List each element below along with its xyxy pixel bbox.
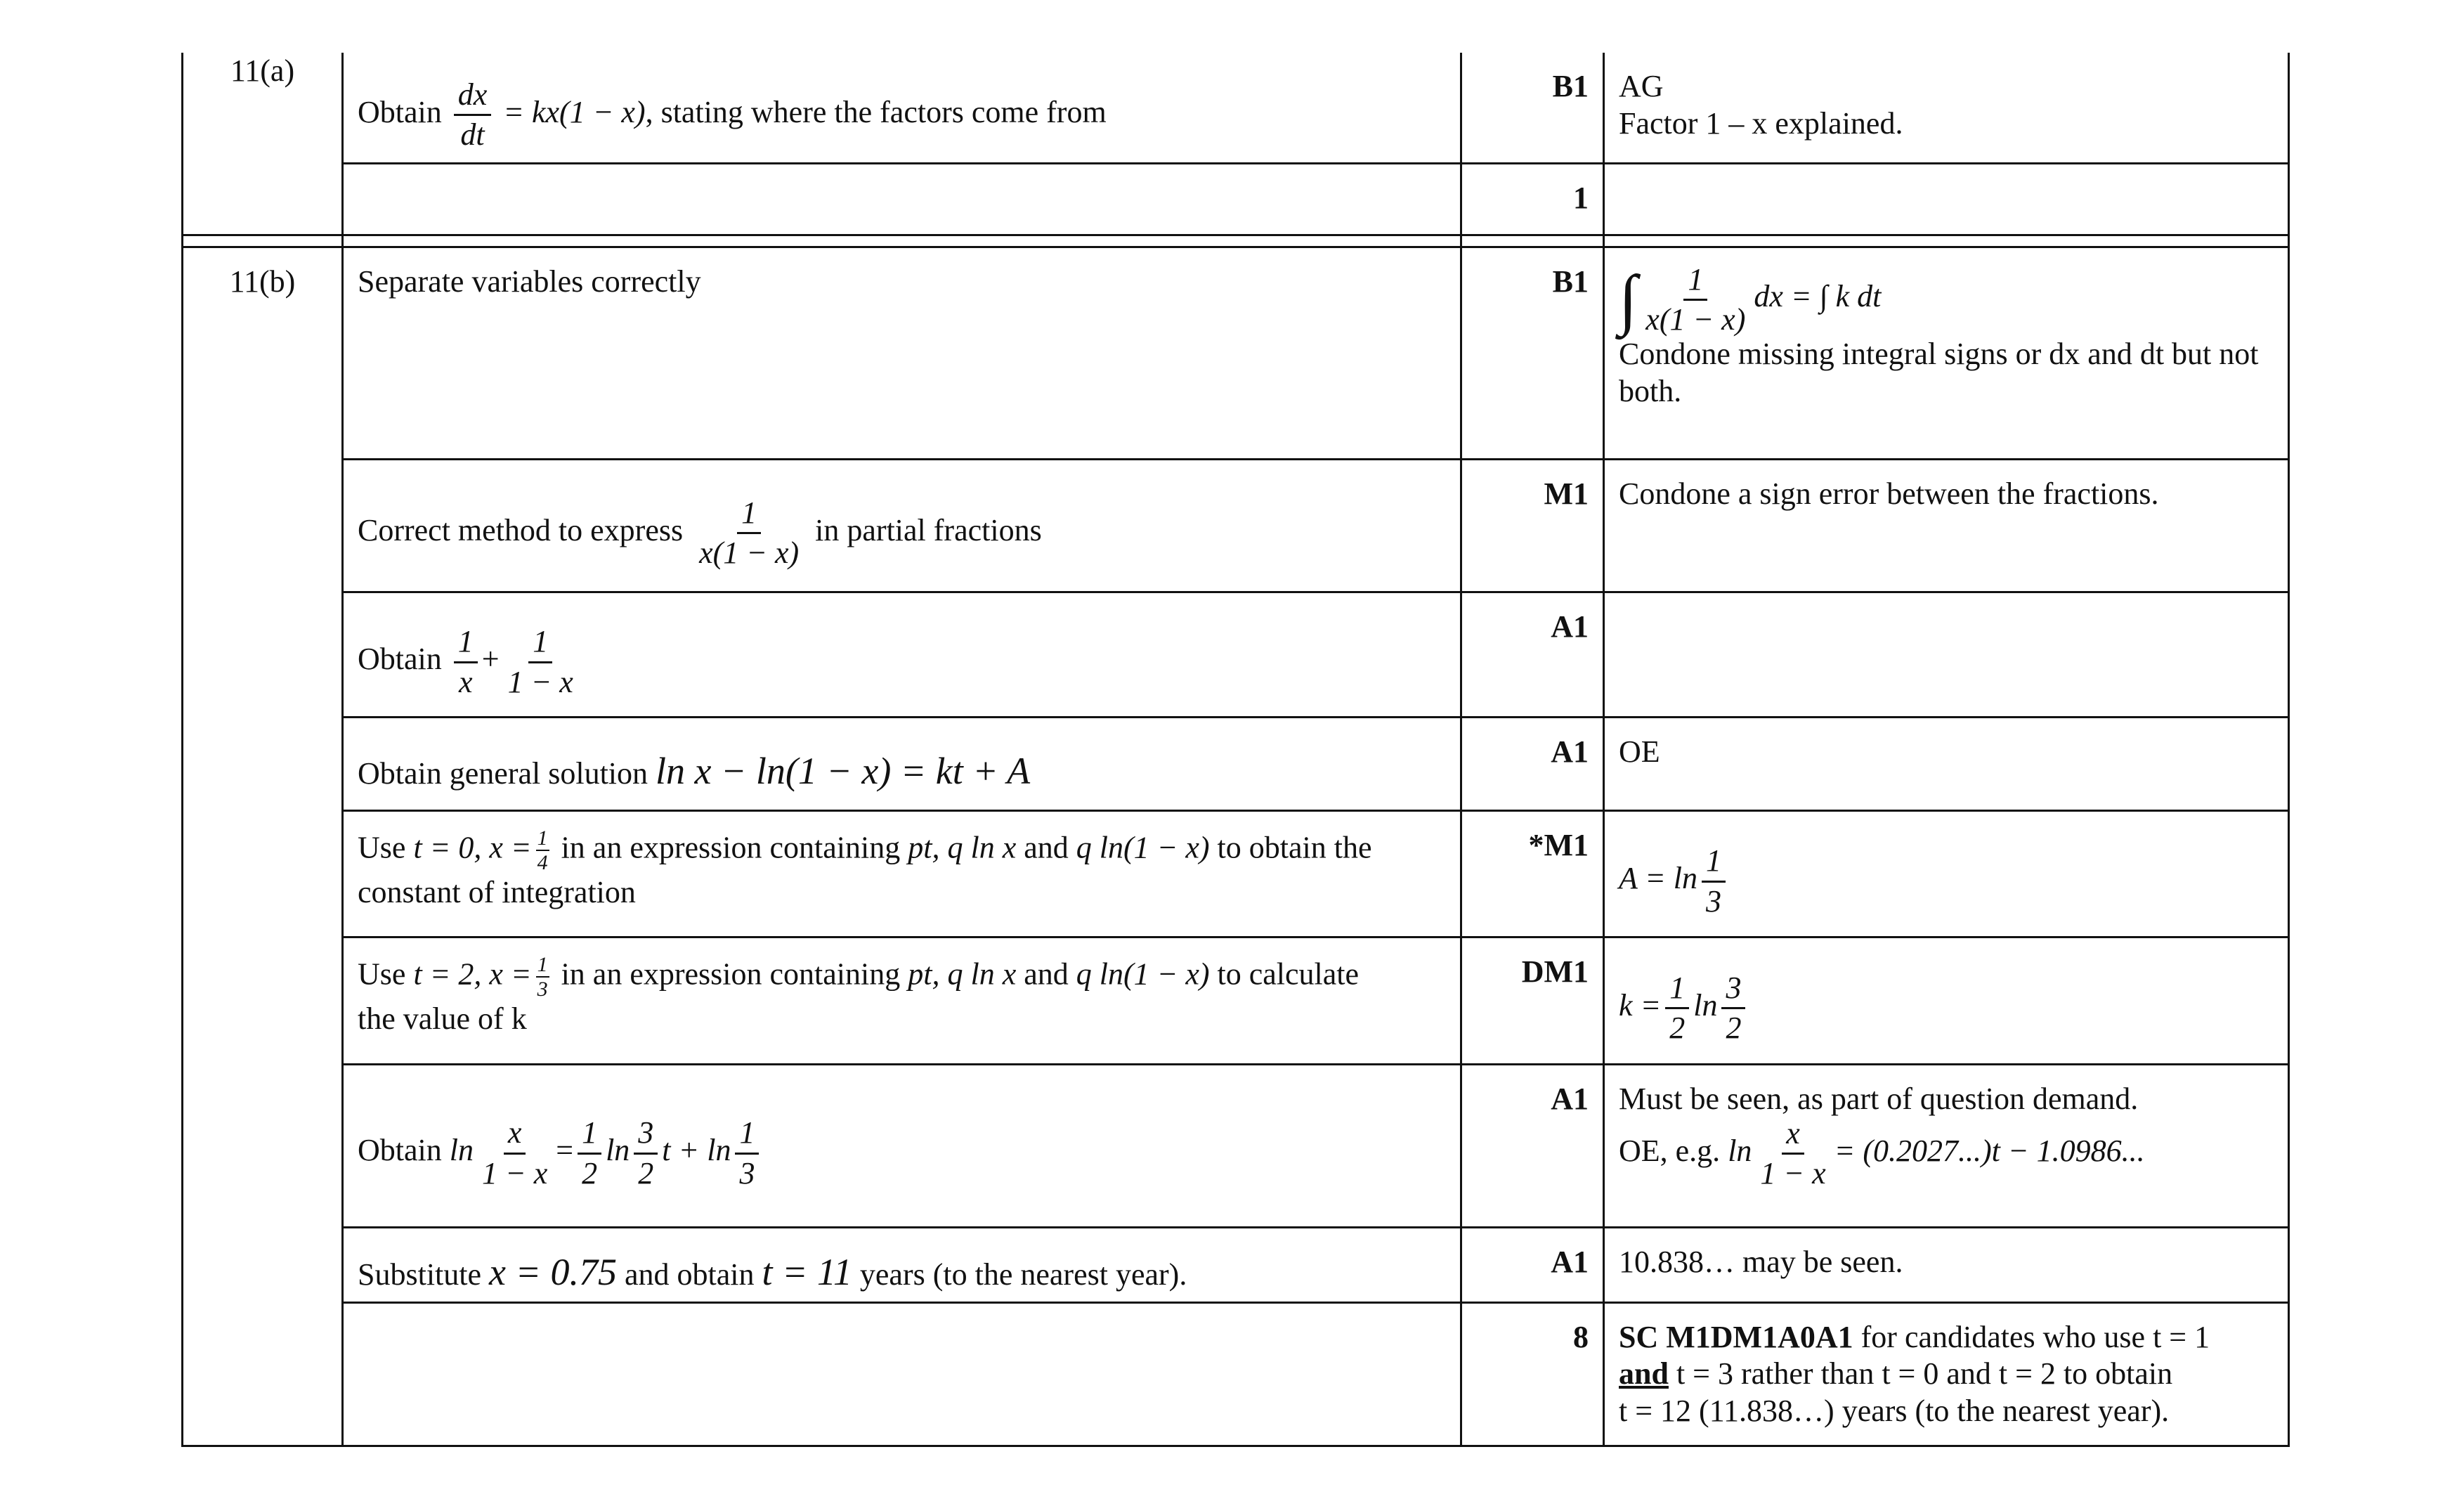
question-label: 11(b) (183, 247, 343, 1446)
mark-cell: B1 (1461, 247, 1604, 459)
table-row (183, 163, 2289, 235)
integral-expression: ∫ $\frac{1}{x(1 - x)}$ dx = ∫ k dt (1619, 261, 1882, 337)
answer-cell (343, 1302, 1461, 1446)
guidance-cell: Must be seen, as part of question demand. OE, e.g. ln $\frac{x}{1 - x}$ = (0.2027...)t − 1.0986... (1604, 1064, 2289, 1227)
mark-cell: M1 (1461, 459, 1604, 592)
guidance-cell: 10.838… may be seen. (1604, 1227, 2289, 1302)
answer-cell: Obtain ln $\frac{x}{1 - x}$ = $\frac{1}{2}$ ln $\frac{3}{2}$ t + ln $\frac{1}{3}$ (343, 1064, 1461, 1227)
mark-cell: *M1 (1461, 810, 1604, 937)
guidance-cell: k = $\frac{1}{2}$ ln $\frac{3}{2}$ (1604, 937, 2289, 1064)
answer-cell: Separate variables correctly (343, 247, 1461, 459)
guidance-cell: OE (1604, 717, 2289, 810)
answer-cell: Use t = 2, x = $\frac{1}{3}$ in an expression containing pt, q ln x and q ln(1 − x) to calculate the value of k (343, 937, 1461, 1064)
table-row (183, 717, 2289, 810)
answer-cell: Use t = 0, x = $\frac{1}{4}$ in an expression containing pt, q ln x and q ln(1 − x) to obtain the constant of integration (343, 810, 1461, 937)
answer-text: Obtain (358, 94, 442, 129)
table-row (183, 592, 2289, 717)
total-mark: 1 (1461, 163, 1604, 235)
mark-cell: A1 (1461, 717, 1604, 810)
separator-row (183, 235, 2289, 247)
guidance-cell (1604, 592, 2289, 717)
special-case-cell: SC M1DM1A0A1 for candidates who use t = 1 and t = 3 rather than t = 0 and t = 2 to obtain t = 12 (11.838…) years (to the nearest year). (1604, 1302, 2289, 1446)
table-row (183, 810, 2289, 937)
answer-cell (343, 163, 1461, 235)
table-row (183, 1302, 2289, 1446)
answer-cell: Substitute x = 0.75 and obtain t = 11 years (to the nearest year). (343, 1227, 1461, 1302)
guidance-cell (1604, 163, 2289, 235)
guidance-cell: Condone a sign error between the fractions. (1604, 459, 2289, 592)
guidance-cell: A = ln $\frac{1}{3}$ (1604, 810, 2289, 937)
table-row (183, 1064, 2289, 1227)
integral-sign-icon: ∫ (1619, 261, 1638, 337)
question-label: 11(a) (183, 53, 343, 235)
derivative-fraction: $\frac{dx}{dt}$ (454, 79, 492, 151)
mark-cell: B1 (1461, 53, 1604, 163)
partial-fraction: $\frac{1}{x(1 - x)}$ (699, 495, 800, 570)
mark-cell: DM1 (1461, 937, 1604, 1064)
table-row (183, 247, 2289, 459)
answer-cell: Obtain general solution ln x − ln(1 − x) = kt + A (343, 717, 1461, 810)
answer-cell: Obtain $\frac{1}{x}$ + $\frac{1}{1 - x}$ (343, 592, 1461, 717)
table-row (183, 459, 2289, 592)
table-row (183, 1227, 2289, 1302)
math-expression: = kx(1 − x) (503, 94, 646, 129)
mark-scheme-table (181, 53, 2290, 1447)
answer-text: , stating where the factors come from (645, 94, 1107, 129)
total-mark: 8 (1461, 1302, 1604, 1446)
guidance-cell: ∫ $\frac{1}{x(1 - x)}$ dx = ∫ k dt Condone missing integral signs or dx and dt but not both. (1604, 247, 2289, 459)
mark-cell: A1 (1461, 1227, 1604, 1302)
table-row (183, 53, 2289, 163)
mark-cell: A1 (1461, 592, 1604, 717)
answer-cell (343, 53, 1461, 163)
guidance-cell: AG Factor 1 – x explained. (1604, 53, 2289, 163)
math-expression: ln x − ln(1 − x) = kt + A (656, 750, 1031, 793)
answer-cell: Correct method to express $\frac{1}{x(1 - x)}$ in partial fractions (343, 459, 1461, 592)
mark-cell: A1 (1461, 1064, 1604, 1227)
table-row (183, 937, 2289, 1064)
